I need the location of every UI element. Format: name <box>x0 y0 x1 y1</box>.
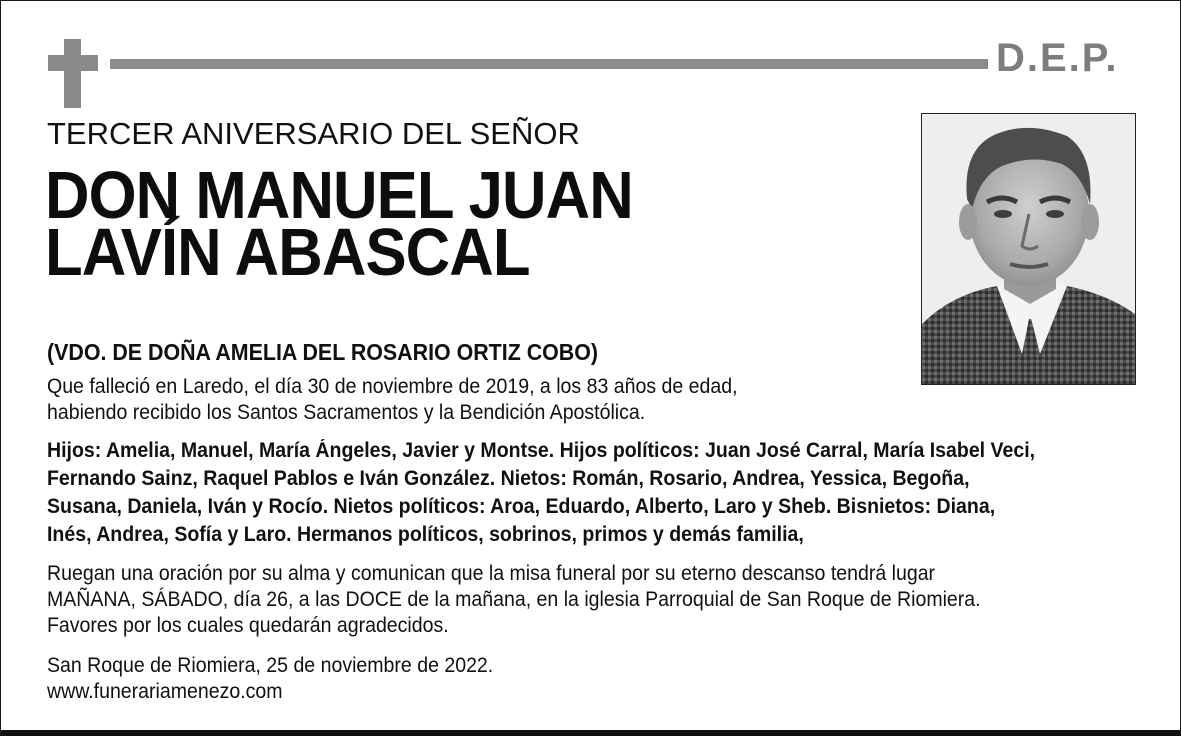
mass-notice-line: Ruegan una oración por su alma y comunican que la misa funeral por su eterno descanso tendrá lugar <box>47 562 936 585</box>
mass-notice-line: MAÑANA, SÁBADO, día 26, a las DOCE de la mañana, en la iglesia Parroquial de San Roque de Riomiera. <box>47 588 981 611</box>
death-notice-line: Que falleció en Laredo, el día 30 de noviembre de 2019, a los 83 años de edad, <box>47 375 738 398</box>
name-line-2: LAVÍN ABASCAL <box>45 215 530 290</box>
mass-notice <box>47 561 1051 639</box>
closing <box>47 653 527 705</box>
family-line: Hijos: Amelia, Manuel, María Ángeles, Javier y Montse. Hijos políticos: Juan José Carral, María Isabel Veci, <box>47 439 1036 462</box>
widower-line: (VDO. DE DOÑA AMELIA DEL ROSARIO ORTIZ COBO) <box>47 339 598 365</box>
mass-notice-line: Favores por los cuales quedarán agradecidos. <box>47 614 449 637</box>
name-line-1: DON MANUEL JUAN <box>45 158 633 233</box>
anniversary-subtitle: TERCER ANIVERSARIO DEL SEÑOR <box>47 116 580 151</box>
family-line: Susana, Daniela, Iván y Rocío. Nietos políticos: Aroa, Eduardo, Alberto, Laro y Sheb. Bisnietos: Diana, <box>47 495 996 518</box>
portrait-photo <box>921 113 1136 385</box>
header-rule <box>110 59 988 69</box>
cross-icon <box>64 39 81 108</box>
place-date: San Roque de Riomiera, 25 de noviembre de 2022. <box>47 654 494 677</box>
family-list <box>47 437 1109 549</box>
portrait-icon <box>922 114 1135 384</box>
cross-icon-bar <box>48 55 98 71</box>
family-line: Inés, Andrea, Sofía y Laro. Hermanos políticos, sobrinos, primos y demás familia, <box>47 523 804 546</box>
death-notice-line: habiendo recibido los Santos Sacramentos y la Bendición Apostólica. <box>47 401 646 424</box>
family-line: Fernando Sainz, Raquel Pablos e Iván González. Nietos: Román, Rosario, Andrea, Yessica, Begoña, <box>47 467 970 490</box>
deceased-name <box>45 158 684 290</box>
website-link[interactable]: www.funerariamenezo.com <box>47 680 283 703</box>
death-notice <box>47 374 790 426</box>
dep-label: D.E.P. <box>996 36 1119 80</box>
